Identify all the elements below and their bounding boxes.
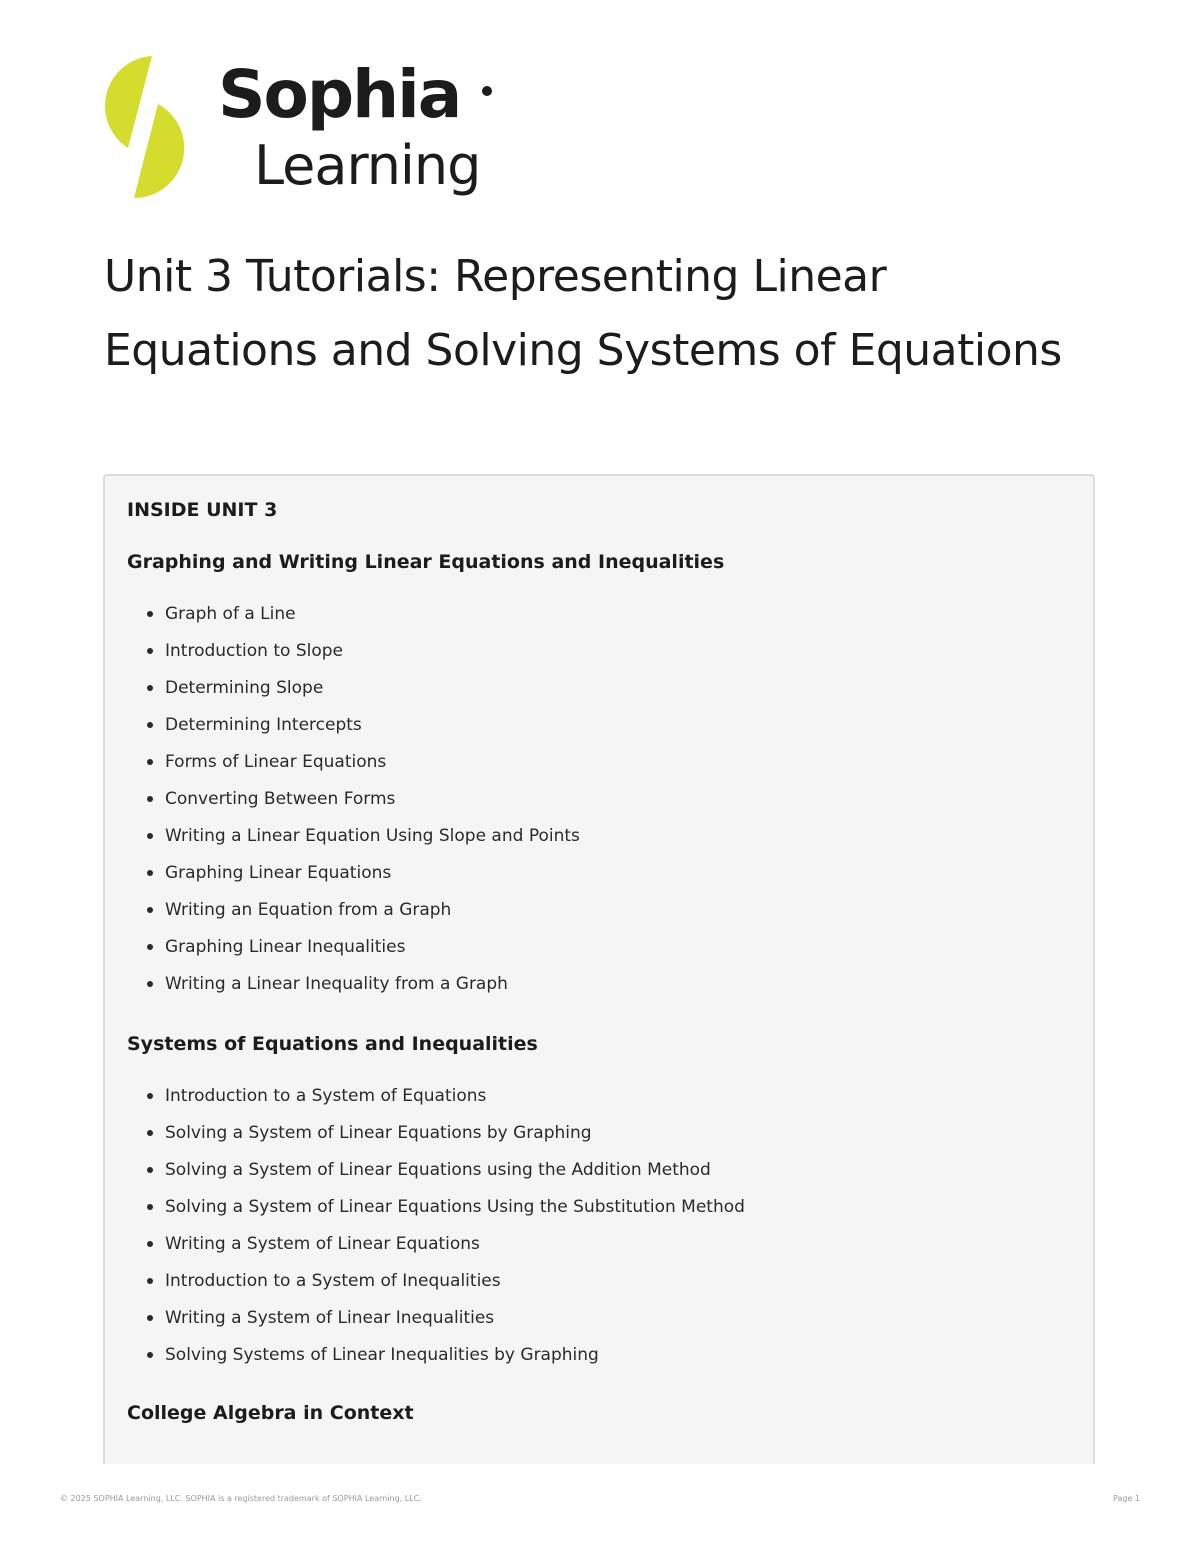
list-item[interactable] bbox=[127, 1306, 745, 1343]
sophia-logo-mark-icon bbox=[100, 52, 210, 202]
lesson-label: Introduction to a System of Equations bbox=[165, 1086, 487, 1106]
footer-copyright: © 2025 SOPHIA Learning, LLC. SOPHIA is a registered trademark of SOPHIA Learning, LLC. bbox=[60, 1494, 422, 1503]
lesson-label: Graphing Linear Equations bbox=[165, 863, 392, 883]
bullet-icon bbox=[147, 944, 153, 950]
lesson-list-systems bbox=[127, 1084, 745, 1380]
bullet-icon bbox=[147, 1278, 153, 1284]
lesson-label: Introduction to Slope bbox=[165, 641, 343, 661]
list-item[interactable] bbox=[127, 713, 580, 750]
lesson-label: Solving Systems of Linear Inequalities by Graphing bbox=[165, 1345, 599, 1365]
bullet-icon bbox=[147, 648, 153, 654]
lesson-label: Determining Intercepts bbox=[165, 715, 362, 735]
list-item[interactable] bbox=[127, 1343, 745, 1380]
lesson-label: Writing an Equation from a Graph bbox=[165, 900, 452, 920]
bullet-icon bbox=[147, 722, 153, 728]
list-item[interactable] bbox=[127, 824, 580, 861]
list-item[interactable] bbox=[127, 1269, 745, 1306]
list-item[interactable] bbox=[127, 1232, 745, 1269]
bullet-icon bbox=[147, 1130, 153, 1136]
list-item[interactable] bbox=[127, 602, 580, 639]
lesson-label: Writing a Linear Equation Using Slope and Points bbox=[165, 826, 580, 846]
bullet-icon bbox=[147, 1167, 153, 1173]
list-item[interactable] bbox=[127, 935, 580, 972]
bullet-icon bbox=[147, 907, 153, 913]
lesson-label: Writing a Linear Inequality from a Graph bbox=[165, 974, 508, 994]
lesson-label: Writing a System of Linear Equations bbox=[165, 1234, 480, 1254]
list-item[interactable] bbox=[127, 1121, 745, 1158]
bullet-icon bbox=[147, 981, 153, 987]
list-item[interactable] bbox=[127, 639, 580, 676]
bullet-icon bbox=[147, 833, 153, 839]
list-item[interactable] bbox=[127, 1084, 745, 1121]
bullet-icon bbox=[147, 611, 153, 617]
bullet-icon bbox=[147, 685, 153, 691]
list-item[interactable] bbox=[127, 787, 580, 824]
lesson-label: Determining Slope bbox=[165, 678, 324, 698]
sophia-learning-logo bbox=[100, 52, 520, 212]
logo-wordmark-sophia: Sophia bbox=[218, 56, 461, 133]
bullet-icon bbox=[147, 1315, 153, 1321]
lesson-label: Solving a System of Linear Equations by Graphing bbox=[165, 1123, 592, 1143]
lesson-label: Introduction to a System of Inequalities bbox=[165, 1271, 501, 1291]
bullet-icon bbox=[147, 1241, 153, 1247]
lesson-label: Graphing Linear Inequalities bbox=[165, 937, 406, 957]
bullet-icon bbox=[147, 759, 153, 765]
lesson-label: Solving a System of Linear Equations using the Addition Method bbox=[165, 1160, 711, 1180]
list-item[interactable] bbox=[127, 750, 580, 787]
logo-registered-dot bbox=[482, 86, 492, 96]
section-heading-systems: Systems of Equations and Inequalities bbox=[127, 1033, 538, 1055]
page-title: Unit 3 Tutorials: Representing Linear Equations and Solving Systems of Equations bbox=[104, 251, 1062, 376]
footer-page-number: Page 1 bbox=[1113, 1494, 1140, 1503]
lesson-label: Converting Between Forms bbox=[165, 789, 396, 809]
inside-unit-heading: INSIDE UNIT 3 bbox=[127, 499, 278, 521]
bullet-icon bbox=[147, 870, 153, 876]
logo-wordmark-learning: Learning bbox=[254, 134, 481, 197]
bullet-icon bbox=[147, 796, 153, 802]
lesson-list-graphing bbox=[127, 602, 580, 1009]
inside-unit-box bbox=[103, 474, 1095, 1464]
section-heading-graphing: Graphing and Writing Linear Equations and Inequalities bbox=[127, 551, 725, 573]
list-item[interactable] bbox=[127, 898, 580, 935]
list-item[interactable] bbox=[127, 972, 580, 1009]
list-item[interactable] bbox=[127, 1158, 745, 1195]
list-item[interactable] bbox=[127, 861, 580, 898]
lesson-label: Forms of Linear Equations bbox=[165, 752, 387, 772]
list-item[interactable] bbox=[127, 1195, 745, 1232]
bullet-icon bbox=[147, 1204, 153, 1210]
bullet-icon bbox=[147, 1093, 153, 1099]
lesson-label: Writing a System of Linear Inequalities bbox=[165, 1308, 495, 1328]
lesson-label: Solving a System of Linear Equations Using the Substitution Method bbox=[165, 1197, 745, 1217]
section-heading-college-algebra: College Algebra in Context bbox=[127, 1402, 414, 1424]
list-item[interactable] bbox=[127, 676, 580, 713]
lesson-label: Graph of a Line bbox=[165, 604, 296, 624]
bullet-icon bbox=[147, 1352, 153, 1358]
